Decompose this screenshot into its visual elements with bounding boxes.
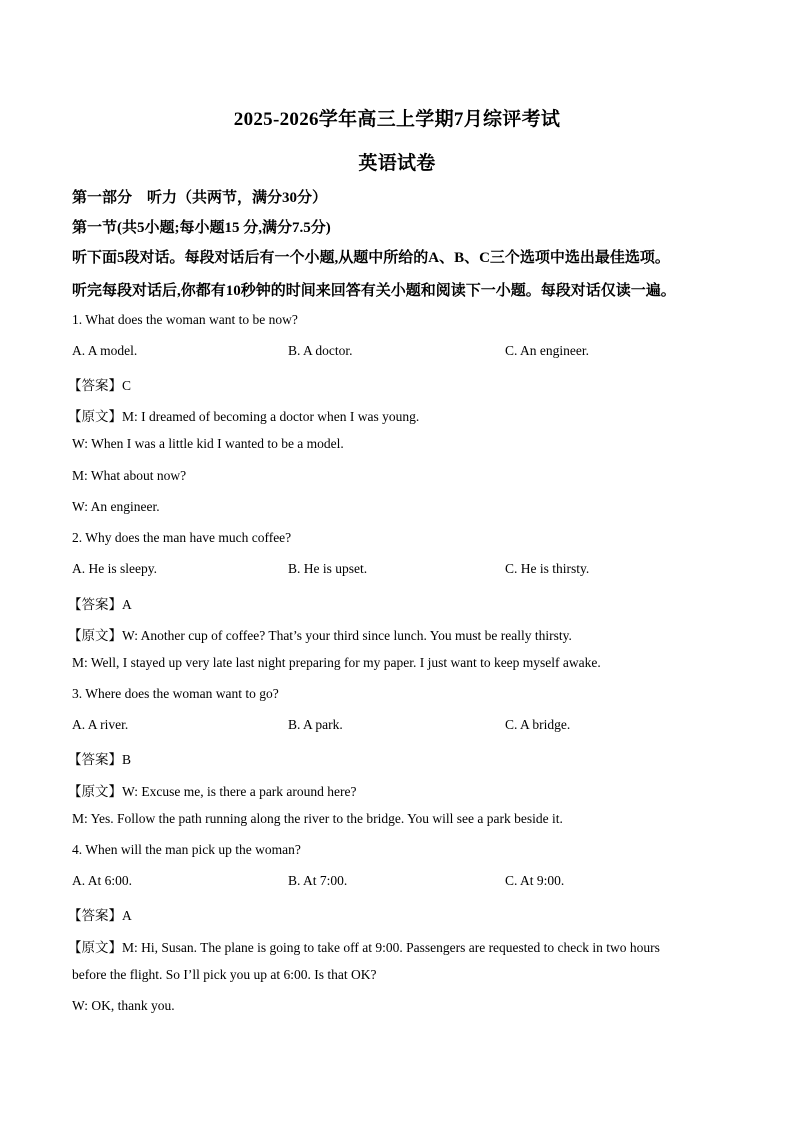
transcript-line: before the flight. So I’ll pick you up at 6:00. Is that OK?: [72, 967, 377, 982]
option-b: B. A park.: [288, 717, 343, 732]
option-b: B. At 7:00.: [288, 873, 348, 888]
option-a: A. He is sleepy.: [72, 561, 157, 576]
transcript-line: 【原文】M: Hi, Susan. The plane is going to take off at 9:00. Passengers are requested to check in two hours: [68, 940, 660, 955]
transcript-line: 【原文】W: Excuse me, is there a park around here?: [68, 784, 357, 799]
transcript-line: W: An engineer.: [72, 499, 160, 514]
exam-subtitle: 英语试卷: [358, 153, 436, 174]
transcript-line: 【原文】W: Another cup of coffee? That’s your third since lunch. You must be really thirsty.: [68, 628, 572, 643]
answer-line: 【答案】B: [68, 752, 132, 767]
transcript-line: M: Yes. Follow the path running along the river to the bridge. You will see a park beside it.: [72, 811, 563, 826]
instruction-line: 听下面5段对话。每段对话后有一个小题,从题中所给的A、B、C三个选项中选出最佳选项。: [72, 250, 670, 266]
option-c: C. At 9:00.: [505, 873, 565, 888]
option-b: B. A doctor.: [288, 343, 353, 358]
exam-title: 2025-2026学年高三上学期7月综评考试: [233, 109, 561, 130]
part-heading: 第一部分 听力（共两节，满分30分）: [72, 190, 328, 206]
option-a: A. At 6:00.: [72, 873, 133, 888]
transcript-line: W: When I was a little kid I wanted to be a model.: [72, 436, 344, 451]
question-stem: 4. When will the man pick up the woman?: [72, 842, 301, 857]
option-a: A. A model.: [72, 343, 138, 358]
section-heading: 第一节(共5小题;每小题15 分,满分7.5分): [72, 220, 331, 236]
option-c: C. A bridge.: [505, 717, 571, 732]
answer-line: 【答案】C: [68, 378, 132, 393]
transcript-line: 【原文】M: I dreamed of becoming a doctor when I was young.: [68, 409, 420, 424]
answer-line: 【答案】A: [68, 597, 132, 612]
transcript-line: W: OK, thank you.: [72, 998, 175, 1013]
question-stem: 2. Why does the man have much coffee?: [72, 530, 292, 545]
option-a: A. A river.: [72, 717, 129, 732]
question-stem: 3. Where does the woman want to go?: [72, 686, 279, 701]
option-c: C. An engineer.: [505, 343, 589, 358]
transcript-line: M: What about now?: [72, 468, 187, 483]
transcript-line: M: Well, I stayed up very late last night preparing for my paper. I just want to keep myself awake.: [72, 655, 601, 670]
question-stem: 1. What does the woman want to be now?: [72, 312, 298, 327]
option-c: C. He is thirsty.: [505, 561, 590, 576]
instruction-line: 听完每段对话后,你都有10秒钟的时间来回答有关小题和阅读下一小题。每段对话仅读一遍。: [72, 283, 676, 299]
answer-line: 【答案】A: [68, 908, 132, 923]
option-b: B. He is upset.: [288, 561, 368, 576]
